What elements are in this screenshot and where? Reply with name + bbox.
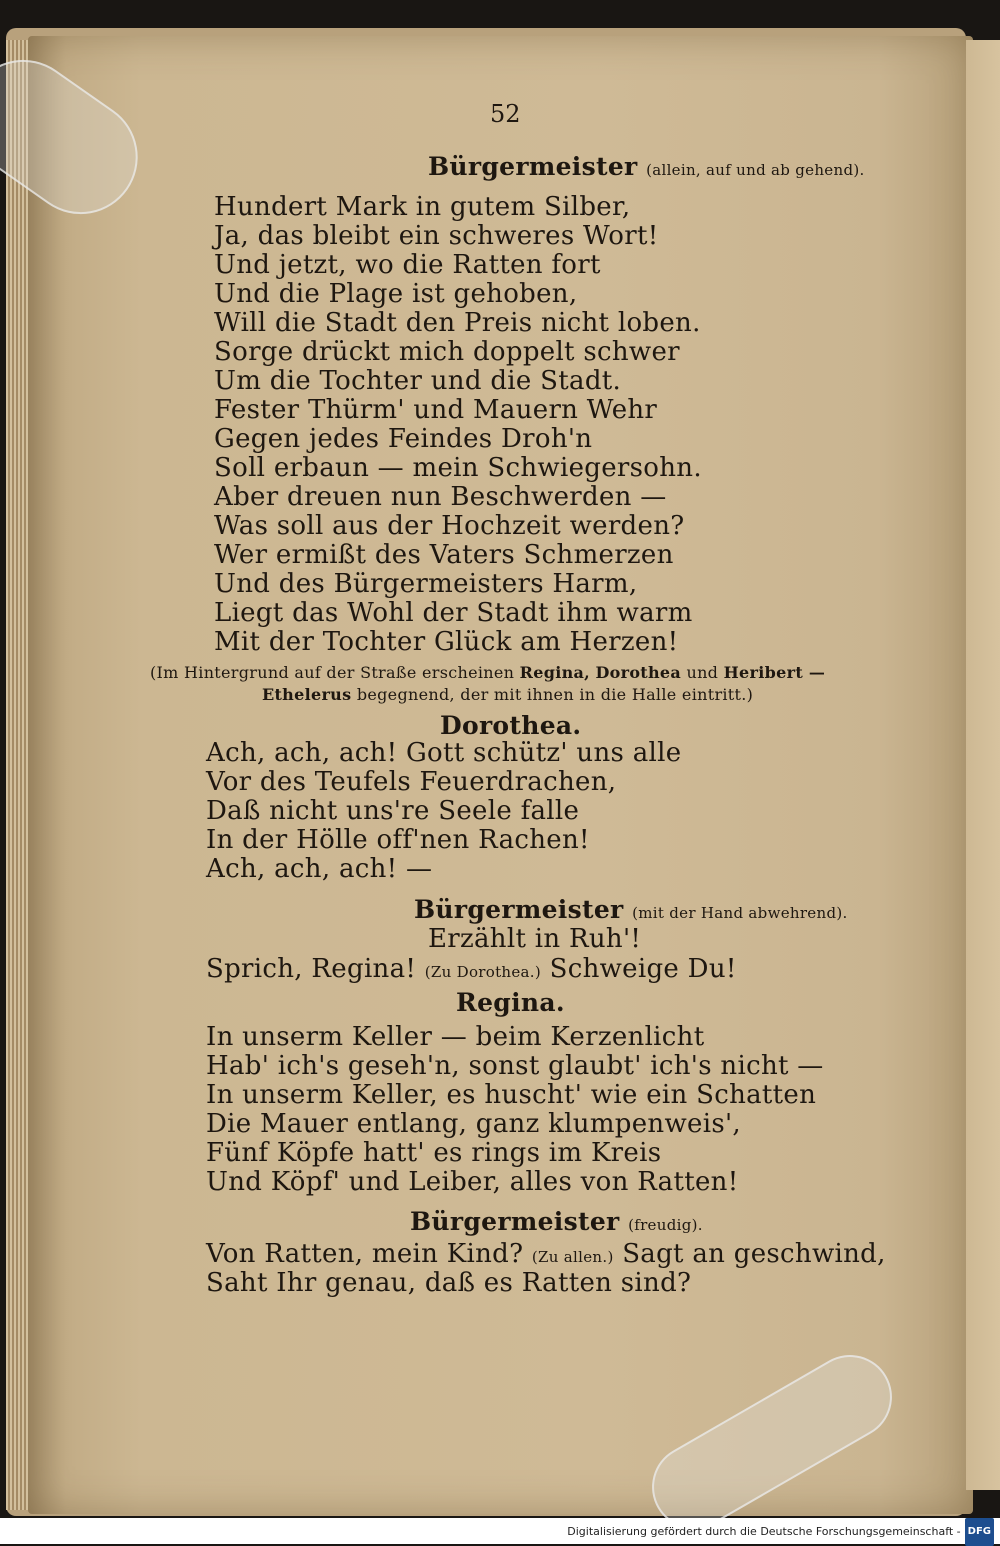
- verse-text: Sprich, Regina!: [206, 954, 417, 984]
- verse-line: Mit der Tochter Glück am Herzen!: [214, 627, 679, 657]
- verse-text: Sagt an geschwind,: [622, 1239, 886, 1269]
- verse-line: Gegen jedes Feindes Droh'n: [214, 424, 593, 454]
- speaker-heading: Dorothea.: [440, 711, 582, 740]
- verse-line: Soll erbaun — mein Schwiegersohn.: [214, 453, 702, 483]
- speaker-name: Bürgermeister: [410, 1207, 620, 1236]
- verse-line: Die Mauer entlang, ganz klumpenweis',: [206, 1109, 741, 1139]
- verse-text: Von Ratten, mein Kind?: [206, 1239, 524, 1269]
- stage-direction-line-2: [262, 685, 753, 704]
- digitization-footer: [0, 1518, 1000, 1544]
- verse-line: Vor des Teufels Feuerdrachen,: [206, 767, 617, 797]
- verse-line: Und Köpf' und Leiber, alles von Ratten!: [206, 1167, 739, 1197]
- character-regina: Regina,: [519, 663, 591, 682]
- verse-line: Sorge drückt mich doppelt schwer: [214, 337, 680, 367]
- character-ethelerus: Ethelerus: [262, 685, 352, 704]
- verse-line: Und jetzt, wo die Ratten fort: [214, 250, 601, 280]
- verse-line: Saht Ihr genau, daß es Ratten sind?: [206, 1268, 692, 1298]
- stage-text: (Im Hintergrund auf der Straße erscheinen: [150, 663, 515, 682]
- stage-direction: (allein, auf und ab gehend).: [646, 161, 865, 179]
- verse-line: Daß nicht uns're Seele falle: [206, 796, 580, 826]
- footer-credit: Digitalisierung gefördert durch die Deutsche Forschungsgemeinschaft -: [567, 1525, 961, 1538]
- stage-text: und: [686, 663, 719, 682]
- dfg-logo-icon: DFG: [965, 1518, 994, 1546]
- verse-line: Erzählt in Ruh'!: [428, 924, 642, 954]
- verse-line: Ach, ach, ach! —: [206, 854, 433, 884]
- stage-direction: (freudig).: [628, 1216, 703, 1234]
- speaker-heading: [410, 1207, 703, 1237]
- page-number: 52: [490, 100, 521, 128]
- stage-direction-line-1: [150, 663, 825, 682]
- speaker-name: Bürgermeister: [428, 152, 638, 181]
- character-heribert: Heribert —: [723, 663, 826, 682]
- verse-line: Hundert Mark in gutem Silber,: [214, 192, 631, 222]
- verse-line: Und die Plage ist gehoben,: [214, 279, 578, 309]
- verse-line: Wer ermißt des Vaters Schmerzen: [214, 540, 674, 570]
- verse-line: Aber dreuen nun Beschwerden —: [214, 482, 667, 512]
- verse-line: Was soll aus der Hochzeit werden?: [214, 511, 685, 541]
- stage-text: begegnend, der mit ihnen in die Halle eintritt.): [356, 685, 754, 704]
- verse-line: [206, 954, 737, 984]
- verse-text: Schweige Du!: [549, 954, 737, 984]
- verse-line: Und des Bürgermeisters Harm,: [214, 569, 638, 599]
- verse-line: Fünf Köpfe hatt' es rings im Kreis: [206, 1138, 662, 1168]
- verse-line: Will die Stadt den Preis nicht loben.: [214, 308, 701, 338]
- stage-direction: (Zu Dorothea.): [424, 963, 542, 981]
- verse-line: In der Hölle off'nen Rachen!: [206, 825, 590, 855]
- verse-line: In unserm Keller — beim Kerzenlicht: [206, 1022, 705, 1052]
- verse-line: Liegt das Wohl der Stadt ihm warm: [214, 598, 693, 628]
- stage-direction: (mit der Hand abwehrend).: [632, 904, 848, 922]
- speaker-heading: Regina.: [456, 988, 565, 1017]
- verse-line: [206, 1239, 886, 1269]
- verse-line: Um die Tochter und die Stadt.: [214, 366, 622, 396]
- verse-line: Ach, ach, ach! Gott schütz' uns alle: [206, 738, 682, 768]
- speaker-heading: [414, 895, 848, 925]
- verse-line: Fester Thürm' und Mauern Wehr: [214, 395, 658, 425]
- speaker-name: Bürgermeister: [414, 895, 624, 924]
- verse-line: Ja, das bleibt ein schweres Wort!: [214, 221, 659, 251]
- verse-line: In unserm Keller, es huscht' wie ein Schatten: [206, 1080, 817, 1110]
- stage-direction: (Zu allen.): [531, 1248, 614, 1266]
- speaker-heading: [428, 152, 865, 182]
- verse-line: Hab' ich's geseh'n, sonst glaubt' ich's nicht —: [206, 1051, 824, 1081]
- character-dorothea: Dorothea: [595, 663, 682, 682]
